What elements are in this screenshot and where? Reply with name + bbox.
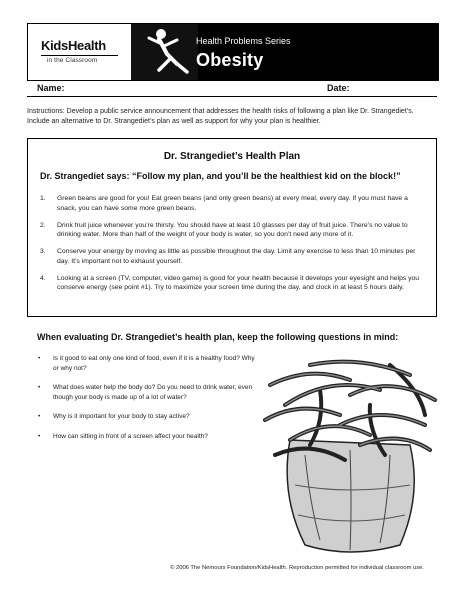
question-item [38, 432, 258, 442]
jumping-kid-icon [131, 24, 198, 80]
question-text: Is it good to eat only one kind of food, even if it is a healthy food? Why or why not? [53, 355, 255, 372]
date-label: Date: [327, 83, 350, 93]
plan-item [40, 221, 424, 240]
evaluation-title: When evaluating Dr. Strangediet’s health plan, keep the following questions in mind: [37, 332, 399, 342]
plan-item-text: Drink fruit juice whenever you’re thirsty. You should have at least 10 glasses per day of fruit juice. There’s no value to drinking water. More than half of the weight of your body is water, so you don’t need any more of it. [57, 221, 408, 238]
plan-item [40, 247, 424, 266]
page-title: Obesity [196, 50, 264, 70]
health-plan-box [27, 138, 437, 317]
question-text: What does water help the body do? Do you need to drink water, even though your body is made up of a lot of water? [53, 384, 253, 401]
copyright-footer: © 2006 The Nemours Foundation/KidsHealth. Reproduction permitted for individual classroom use. [170, 565, 424, 571]
series-label: Health Problems Series [196, 36, 291, 46]
plan-item-text: Green beans are good for you! Eat green beans (and only green beans) at every meal, every day. If you must have a snack, you can have some more green beans. [57, 195, 408, 212]
plan-item-number: 1. [40, 195, 46, 202]
page-header [27, 23, 439, 81]
question-item [38, 412, 258, 422]
question-list [38, 354, 258, 451]
question-item [38, 354, 258, 373]
instructions: Instructions: Develop a public service announcement that addresses the health risks of following a plan like Dr. Strangediet’s. Include an alternative to Dr. Strangediet’s plan as well as support for why your plan is healthier. [27, 108, 414, 125]
logo-subtext: in the Classroom [47, 57, 98, 64]
plan-item [40, 194, 424, 213]
kidshealth-logo [28, 24, 131, 80]
bullet-icon: • [38, 432, 41, 440]
plan-item-number: 2. [40, 221, 46, 229]
plan-subtitle: Dr. Strangediet says: “Follow my plan, and you’ll be the healthiest kid on the block!” [40, 171, 401, 181]
plan-list [40, 194, 424, 300]
name-date-line [27, 83, 437, 97]
plan-title: Dr. Strangediet’s Health Plan [163, 151, 301, 162]
plan-item-text: Conserve your energy by moving as little as possible throughout the day. Limit any exercise to less than 10 minutes per day. It’s important not to exhaust yourself. [57, 248, 416, 265]
plan-item-number: 4. [40, 274, 46, 282]
question-text: How can sitting in front of a screen affect your health? [53, 432, 208, 440]
question-item [38, 383, 258, 402]
bullet-icon: • [38, 355, 41, 362]
plan-item [40, 274, 424, 293]
green-beans-bag-illustration [250, 345, 445, 560]
question-text: Why is it important for your body to stay active? [53, 413, 190, 420]
plan-item-number: 3. [40, 248, 46, 255]
bullet-icon: • [38, 413, 41, 420]
plan-item-text: Looking at a screen (TV, computer, video game) is good for your health because it develops your eyesight and helps you conserve energy (see point #1). Try to maximize your screen time during the day, and clock in at least 5 hours daily. [57, 274, 420, 291]
bullet-icon: • [38, 384, 41, 391]
logo-divider [41, 55, 118, 56]
logo-text: KidsHealth [41, 38, 106, 53]
name-label: Name: [37, 83, 65, 93]
